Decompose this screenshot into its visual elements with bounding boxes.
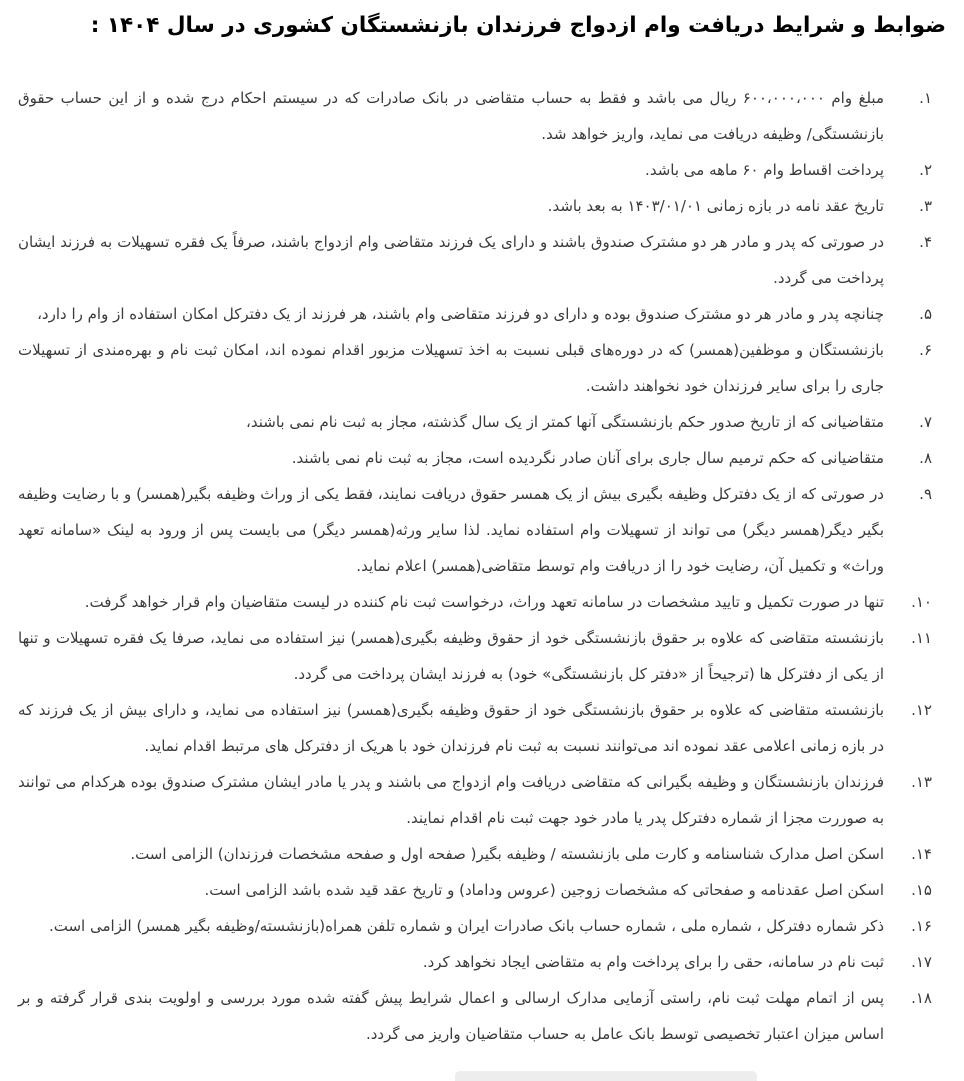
conditions-list xyxy=(18,80,946,1052)
item-text: تاریخ عقد نامه در بازه زمانی ۱۴۰۳/۰۱/۰۱ به بعد باشد. xyxy=(547,197,884,216)
list-item xyxy=(18,224,946,296)
item-text: در صورتی که از یک دفترکل وظیفه بگیری بیش از یک همسر حقوق دریافت نمایند، فقط یکی از وراث وظیفه بگیر(همسر) و با رضایت وظیفه بگیر دیگر(همسر دیگر) می تواند از تسهیلات وام استفاده نماید. لذا سایر ورثه(همسر دیگر) می بایست پس از ورود به لینک «سامانه تعهد وراث» و تکمیل آن، رضایت خود را از دریافت وام توسط متقاضی(همسر) اعلام نماید. xyxy=(18,485,884,576)
list-item xyxy=(18,836,946,872)
list-item xyxy=(18,908,946,944)
list-item xyxy=(18,332,946,404)
item-text: پرداخت اقساط وام ۶۰ ماهه می باشد. xyxy=(645,161,884,180)
item-number: ۱۸. xyxy=(911,989,932,1008)
list-item xyxy=(18,584,946,620)
item-number: ۱۳. xyxy=(911,773,932,792)
item-number: ۱۷. xyxy=(911,953,932,972)
list-item xyxy=(18,476,946,584)
item-text: متقاضیانی که حکم ترمیم سال جاری برای آنان صادر نگردیده است، مجاز به ثبت نام نمی باشند. xyxy=(291,449,884,468)
item-number: ۶. xyxy=(919,341,932,360)
item-number: ۱. xyxy=(919,89,932,108)
item-number: ۱۲. xyxy=(911,701,932,720)
item-text: بازنشسته متقاضی که علاوه بر حقوق بازنشستگی خود از حقوق وظیفه بگیری(همسر) نیز استفاده می نماید، و دارای بیش از یک فرزند که در بازه زمانی اعلامی عقد نموده اند می‌توانند نسبت به ثبت نام فرزندان خود با هریک از دفترکل های مرتبط اقدام نماید. xyxy=(18,701,884,756)
bottom-scrollbar[interactable] xyxy=(455,1071,757,1081)
item-text: مبلغ وام ۶۰۰،۰۰۰،۰۰۰ ریال می باشد و فقط به حساب متقاضی در بانک صادرات که در سیستم احکام درج شده و از این حساب حقوق بازنشستگی/ وظیفه دریافت می نماید، واریز خواهد شد. xyxy=(18,89,884,144)
item-text: بازنشسته متقاضی که علاوه بر حقوق بازنشستگی خود از حقوق وظیفه بگیری(همسر) نیز استفاده می نماید، صرفا یک فقره تسهیلات و تنها از یکی از دفترکل ها (ترجیحاً از «دفتر کل بازنشستگی» خود) به فرزند ایشان پرداخت می گردد. xyxy=(18,629,884,684)
list-item xyxy=(18,620,946,692)
list-item xyxy=(18,764,946,836)
item-text: در صورتی که پدر و مادر هر دو مشترک صندوق باشند و دارای یک فرزند متقاضی وام ازدواج باشند، صرفاً یک فقره تسهیلات به فرزند ایشان پرداخت می گردد. xyxy=(18,233,884,288)
item-number: ۱۰. xyxy=(911,593,932,612)
item-number: ۱۱. xyxy=(911,629,932,648)
list-item xyxy=(18,296,946,332)
list-item xyxy=(18,440,946,476)
page-title: ضوابط و شرایط دریافت وام ازدواج فرزندان بازنشستگان کشوری در سال ۱۴۰۴ : xyxy=(90,13,946,38)
list-item xyxy=(18,80,946,152)
item-text: ذکر شماره دفترکل ، شماره ملی ، شماره حساب بانک صادرات ایران و شماره تلفن همراه(بازنشسته/وظیفه بگیر همسر) الزامی است. xyxy=(48,917,884,936)
item-text: تنها در صورت تکمیل و تایید مشخصات در سامانه تعهد وراث، درخواست ثبت نام کننده در لیست متقاضیان وام قرار خواهد گرفت. xyxy=(84,593,884,612)
list-item xyxy=(18,404,946,440)
list-item xyxy=(18,188,946,224)
item-number: ۸. xyxy=(919,449,932,468)
item-number: ۹. xyxy=(919,485,932,504)
list-item xyxy=(18,872,946,908)
item-text: اسکن اصل مدارک شناسنامه و کارت ملی بازنشسته / وظیفه بگیر( صفحه اول و صفحه مشخصات فرزندان) الزامی است. xyxy=(130,845,884,864)
item-number: ۳. xyxy=(919,197,932,216)
item-number: ۵. xyxy=(919,305,932,324)
item-text: پس از اتمام مهلت ثبت نام، راستی آزمایی مدارک ارسالی و اعمال شرایط پیش گفته شده مورد بررسی و اولویت بندی قرار گرفته و بر اساس میزان اعتبار تخصیصی توسط بانک عامل به حساب متقاضیان واریز می گردد. xyxy=(18,989,884,1044)
item-text: متقاضیانی که از تاریخ صدور حکم بازنشستگی آنها کمتر از یک سال گذشته، مجاز به ثبت نام نمی باشند، xyxy=(246,413,884,432)
item-number: ۱۵. xyxy=(911,881,932,900)
item-text: اسکن اصل عقدنامه و صفحاتی که مشخصات زوجین (عروس وداماد) و تاریخ عقد قید شده باشد الزامی است. xyxy=(204,881,884,900)
list-item xyxy=(18,692,946,764)
item-number: ۲. xyxy=(919,161,932,180)
item-number: ۷. xyxy=(919,413,932,432)
item-text: فرزندان بازنشستگان و وظیفه بگیرانی که متقاضی دریافت وام ازدواج می باشند و پدر یا مادر ایشان مشترک صندوق بوده هرکدام می توانند به صوررت مجزا از شماره دفترکل پدر یا مادر خود جهت ثبت نام اقدام نمایند. xyxy=(18,773,884,828)
list-item xyxy=(18,152,946,188)
item-text: بازنشستگان و موظفین(همسر) که در دوره‌های قبلی نسبت به اخذ تسهیلات مزبور اقدام نموده اند، امکان ثبت نام و بهره‌مندی از تسهیلات جاری را برای سایر فرزندان خود نخواهند داشت. xyxy=(18,341,884,396)
item-text: ثبت نام در سامانه، حقی را برای پرداخت وام به متقاضی ایجاد نخواهد کرد. xyxy=(422,953,884,972)
item-number: ۱۶. xyxy=(911,917,932,936)
list-item xyxy=(18,980,946,1052)
item-number: ۱۴. xyxy=(911,845,932,864)
list-item xyxy=(18,944,946,980)
item-text: چنانچه پدر و مادر هر دو مشترک صندوق بوده و دارای دو فرزند متقاضی وام باشند، هر فرزند از یک دفترکل امکان استفاده از وام را دارد، xyxy=(37,305,884,324)
item-number: ۴. xyxy=(919,233,932,252)
